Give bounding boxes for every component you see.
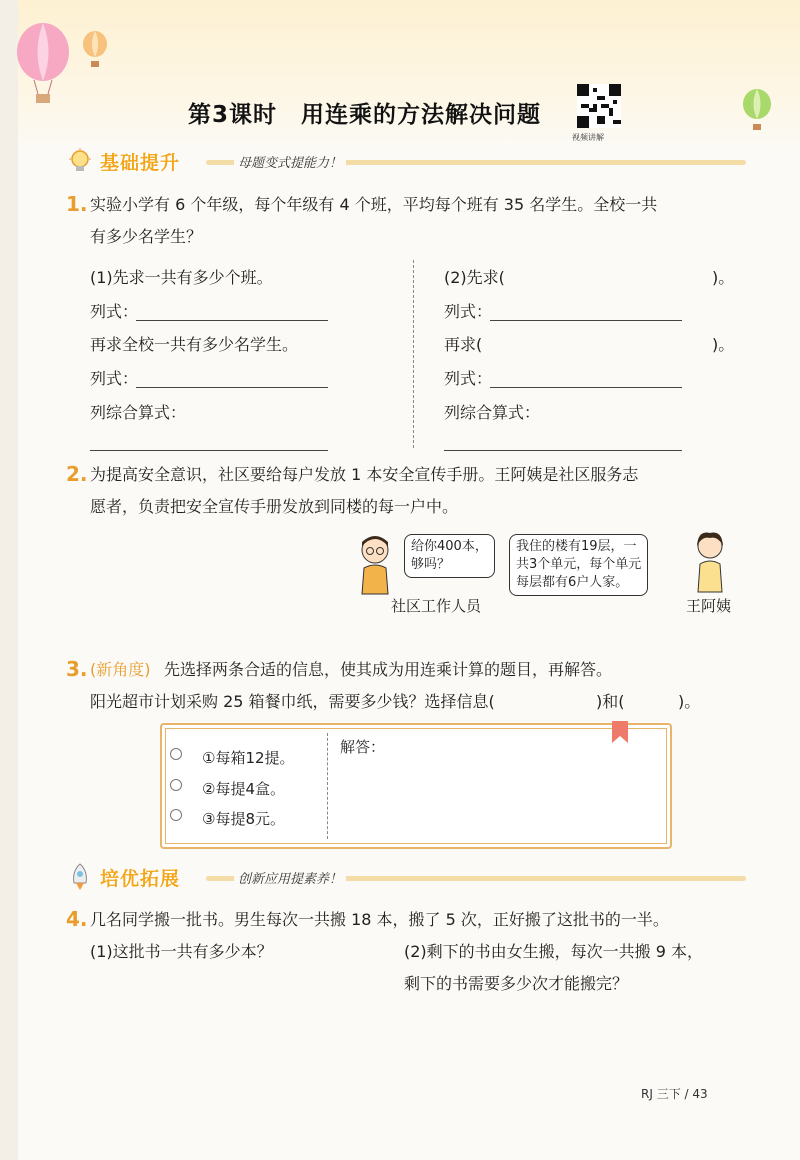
lesson-title: 第3课时 用连乘的方法解决问题 xyxy=(188,102,542,128)
aunt-wang-icon xyxy=(688,530,732,594)
info-item-3[interactable]: ③每提8元。 xyxy=(202,810,285,828)
question-2-line2: 愿者，负责把安全宣传手册发放到同楼的每一户中。 xyxy=(90,497,459,516)
balloon-green-icon xyxy=(740,88,774,134)
bubble-worker-line: 够吗？ xyxy=(411,557,451,572)
q1-right-formula2-label: 列式： xyxy=(444,369,493,388)
question-4-sub1: (1)这批书一共有多少本？ xyxy=(90,942,273,961)
q1-divider xyxy=(413,260,414,448)
q1-left-formula2-blank[interactable] xyxy=(136,387,328,388)
q1-right-formula1-blank[interactable] xyxy=(490,320,682,321)
question-3-line2b: )和( xyxy=(596,692,625,711)
question-3-line2a: 阳光超市计划采购 25 箱餐巾纸，需要多少钱？选择信息( xyxy=(90,692,495,711)
binder-ring-icon xyxy=(170,809,182,821)
q1-left-combined-blank[interactable] xyxy=(90,450,328,451)
page-number: RJ 三下 / 43 xyxy=(641,1087,708,1101)
binder-ring-icon xyxy=(170,779,182,791)
balloon-large-icon xyxy=(14,22,72,106)
bubble-wang-line: 共3个单元，每个单元 xyxy=(516,557,642,572)
q1-right-formula1-label: 列式： xyxy=(444,302,493,321)
binding-margin xyxy=(0,0,18,1160)
q1-right-combined-blank[interactable] xyxy=(444,450,682,451)
question-3-line1: 先选择两条合适的信息，使其成为用连乘计算的题目，再解答。 xyxy=(164,660,613,679)
speech-bubble-wang xyxy=(509,534,648,596)
q1-right-step1: (2)先求( xyxy=(444,268,505,287)
question-3-line2c: )。 xyxy=(678,692,701,711)
question-3-tag: (新角度) xyxy=(90,660,151,679)
q1-right-combined-label: 列综合算式： xyxy=(444,403,541,422)
community-worker-icon xyxy=(350,534,400,596)
q1-right-formula2-blank[interactable] xyxy=(490,387,682,388)
q1-left-combined-label: 列综合算式： xyxy=(90,403,187,422)
section-extension-subtitle: 创新应用提素养！ xyxy=(234,868,346,887)
bubble-wang-line: 我住的楼有19层，一 xyxy=(516,539,637,554)
qr-caption: 视频讲解 xyxy=(572,133,604,142)
section-extension-title: 培优拓展 xyxy=(100,868,181,890)
binder-ring-icon xyxy=(170,748,182,760)
section-basic xyxy=(66,150,746,174)
q1-left-step1: (1)先求一共有多少个班。 xyxy=(90,268,273,287)
answer-notebook xyxy=(160,723,672,849)
question-4-sub2b: 剩下的书需要多少次才能搬完？ xyxy=(404,974,629,993)
question-2-line1: 为提高安全意识，社区要给每户发放 1 本安全宣传手册。王阿姨是社区服务志 xyxy=(90,465,639,484)
rocket-icon xyxy=(66,863,94,891)
question-4-sub2a: (2)剩下的书由女生搬，每次一共搬 9 本， xyxy=(404,942,704,961)
q1-left-step2: 再求全校一共有多少名学生。 xyxy=(90,335,299,354)
lightbulb-icon xyxy=(66,147,94,175)
speech-bubble-worker xyxy=(404,534,495,578)
qr-code-icon[interactable] xyxy=(577,84,621,128)
bubble-wang-line: 每层都有6户人家。 xyxy=(516,575,629,590)
answer-label: 解答： xyxy=(340,738,386,756)
question-3-number: 3. xyxy=(66,657,88,681)
q1-left-formula2-label: 列式： xyxy=(90,369,139,388)
q1-right-step2: 再求( xyxy=(444,335,483,354)
person-worker-label: 社区工作人员 xyxy=(391,597,482,615)
balloon-small-icon xyxy=(80,30,110,70)
section-basic-title: 基础提升 xyxy=(100,152,181,174)
question-1-number: 1. xyxy=(66,192,88,216)
question-2-number: 2. xyxy=(66,462,88,486)
question-4-line1: 几名同学搬一批书。男生每次一共搬 18 本，搬了 5 次，正好搬了这批书的一半。 xyxy=(90,910,669,929)
person-wang-label: 王阿姨 xyxy=(686,597,732,615)
bubble-worker-line: 给你400本， xyxy=(411,539,488,554)
q1-left-formula1-label: 列式： xyxy=(90,302,139,321)
info-item-1[interactable]: ①每箱12提。 xyxy=(202,749,295,767)
section-extension xyxy=(66,866,746,890)
question-1-line2: 有多少名学生？ xyxy=(90,227,203,246)
q1-left-formula1-blank[interactable] xyxy=(136,320,328,321)
question-4-number: 4. xyxy=(66,907,88,931)
info-item-2[interactable]: ②每提4盒。 xyxy=(202,780,285,798)
notebook-divider xyxy=(327,733,328,839)
q1-right-step2-end: )。 xyxy=(712,335,735,354)
section-basic-subtitle: 母题变式提能力！ xyxy=(234,152,346,171)
q1-right-step1-end: )。 xyxy=(712,268,735,287)
bookmark-icon xyxy=(612,721,628,743)
question-1-line1: 实验小学有 6 个年级，每个年级有 4 个班，平均每个班有 35 名学生。全校一共 xyxy=(90,195,658,214)
